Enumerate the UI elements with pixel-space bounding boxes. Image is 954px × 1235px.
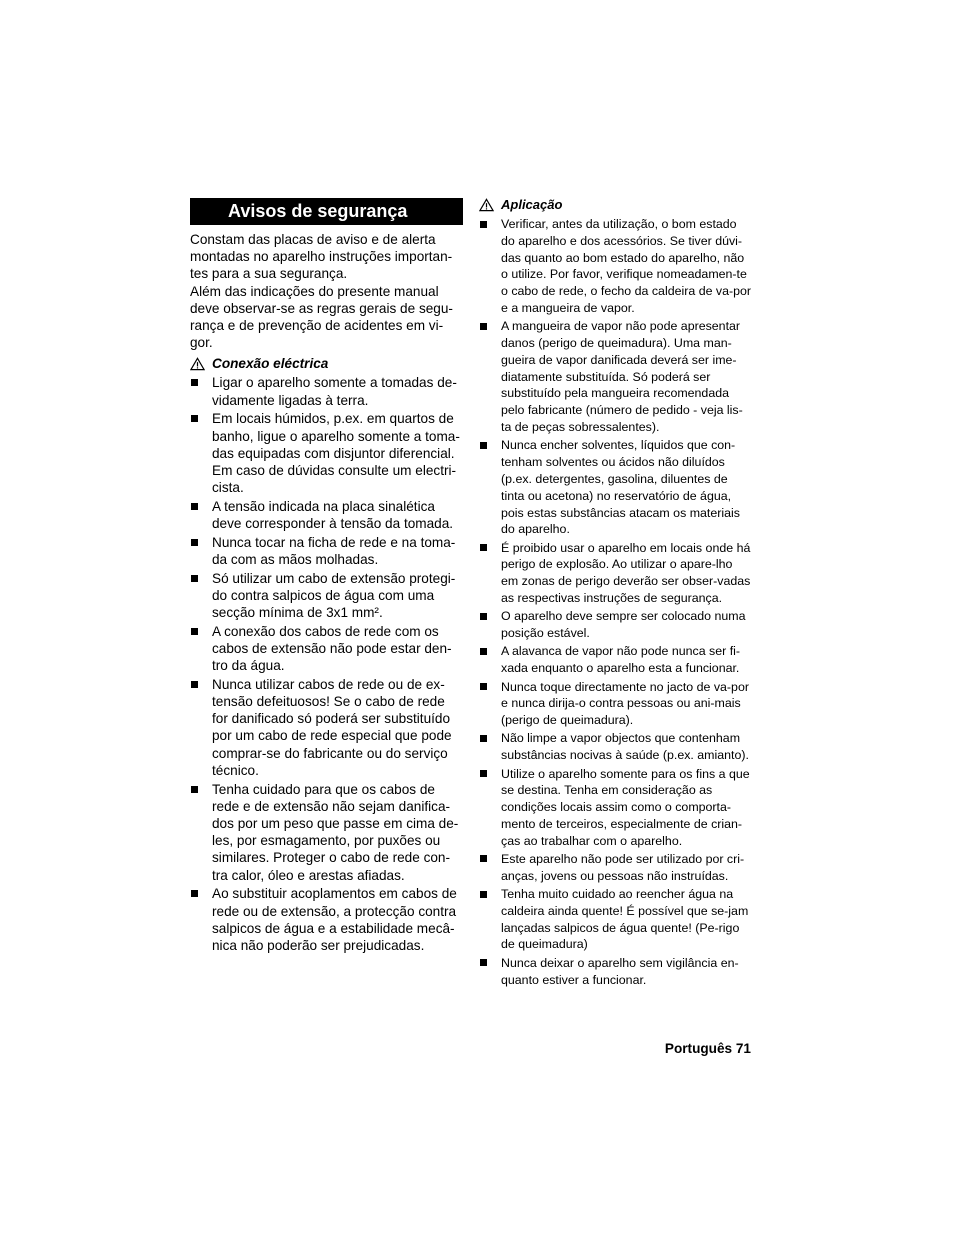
intro-text xyxy=(190,231,463,351)
left-column xyxy=(190,196,463,956)
square-bullet-icon xyxy=(480,613,487,620)
list-item xyxy=(190,885,463,954)
square-bullet-icon xyxy=(191,539,198,546)
list-item-text: Tenha muito cuidado ao reencher água na caldeira ainda quente! É possível que se-jam lançadas salpicos de água quente! (Pe-rigo de queimadura) xyxy=(501,887,749,952)
square-bullet-icon xyxy=(191,379,198,386)
list-item-text: Ao substituir acoplamentos em cabos de rede ou de extensão, a protecção contra salpicos de água e a estabilidade mecâ-nica não poderão ser prejudicadas. xyxy=(212,886,457,953)
list-item-text: Este aparelho não pode ser utilizado por cri-anças, jovens ou pessoas não instruídas. xyxy=(501,851,745,883)
square-bullet-icon xyxy=(191,575,198,582)
list-item-text: Nunca toque directamente no jacto de va-por e nunca dirija-o contra pessoas ou ani-mais (perigo de queimadura). xyxy=(501,679,749,728)
square-bullet-icon xyxy=(480,959,487,966)
warning-triangle-icon xyxy=(479,198,494,212)
list-item xyxy=(479,679,752,729)
square-bullet-icon xyxy=(480,648,487,655)
list-item-text: Ligar o aparelho somente a tomadas de-vidamente ligadas à terra. xyxy=(212,375,457,408)
square-bullet-icon xyxy=(480,891,487,898)
list-item-text: Tenha cuidado para que os cabos de rede e de extensão não sejam danifica-dos por um peso que passe em cima de-les, por esmagamento, por puxões ou similares. Proteger o cabo de rede con-tra calor, óleo e arestas afiadas. xyxy=(212,781,459,883)
subheading-label: Aplicação xyxy=(501,197,563,212)
square-bullet-icon xyxy=(480,770,487,777)
list-item xyxy=(479,216,752,317)
list-item-text: Nunca deixar o aparelho sem vigilância en-quanto estiver a funcionar. xyxy=(501,955,739,987)
square-bullet-icon xyxy=(480,323,487,330)
list-item-text: Nunca encher solventes, líquidos que con-tenham solventes ou ácidos não diluídos (p.ex. detergentes, gasolina, diluentes de tinta ou acetona) no reservatório de água, pois estas substâncias atacam os materiais do aparelho. xyxy=(501,438,740,537)
list-item-text: Nunca utilizar cabos de rede ou de ex-tensão defeituosos! Se o cabo de rede for danificado só poderá ser substituído por um cabo de rede especial que pode comprar-se do fabricante ou do serviço técnico. xyxy=(212,676,452,778)
page-footer: Português 71 xyxy=(664,1041,751,1056)
list-item xyxy=(479,886,752,953)
square-bullet-icon xyxy=(191,786,198,793)
list-item xyxy=(190,781,463,884)
list-item xyxy=(479,318,752,436)
list-item xyxy=(479,851,752,885)
list-item xyxy=(479,955,752,989)
application-safety-list xyxy=(479,216,752,988)
square-bullet-icon xyxy=(191,890,198,897)
list-item xyxy=(190,534,463,568)
square-bullet-icon xyxy=(480,221,487,228)
list-item xyxy=(479,608,752,642)
warning-triangle-icon xyxy=(190,357,205,371)
list-item xyxy=(479,730,752,764)
section-title-bar: Avisos de segurança xyxy=(190,198,463,225)
list-item-text: Não limpe a vapor objectos que contenham substâncias nocivas à saúde (p.ex. amianto). xyxy=(501,731,749,763)
list-item-text: Nunca tocar na ficha de rede e na toma-da com as mãos molhadas. xyxy=(212,534,456,567)
square-bullet-icon xyxy=(480,544,487,551)
list-item-text: A conexão dos cabos de rede com os cabos de extensão não pode estar den-tro da água. xyxy=(212,623,452,674)
intro-paragraph: Constam das placas de aviso e de alerta montadas no aparelho instruções importan-tes para a sua segurança. xyxy=(190,232,453,282)
right-column xyxy=(479,196,752,990)
list-item-text: Só utilizar um cabo de extensão protegi-do contra salpicos de água com uma secção mínima de 3x1 mm². xyxy=(212,570,456,621)
list-item xyxy=(190,374,463,408)
list-item xyxy=(479,437,752,538)
square-bullet-icon xyxy=(480,855,487,862)
square-bullet-icon xyxy=(191,628,198,635)
list-item xyxy=(190,570,463,622)
square-bullet-icon xyxy=(191,681,198,688)
list-item xyxy=(190,676,463,779)
subheading-label: Conexão eléctrica xyxy=(212,356,329,372)
subheading-electrical-connection xyxy=(190,355,463,372)
list-item-text: A alavanca de vapor não pode nunca ser fi-xada enquanto o aparelho esta a funcionar. xyxy=(501,644,741,676)
list-item xyxy=(190,498,463,532)
list-item-text: A mangueira de vapor não pode apresentar danos (perigo de queimadura). Uma man-gueira de vapor danificada deverá ser ime-diatamente substituída. Só poderá ser substituído pela mangueira recomendada pelo fabricante (número de pedido - veja lis-ta de peças sobressalentes). xyxy=(501,319,743,435)
list-item xyxy=(479,540,752,607)
list-item-text: A tensão indicada na placa sinalética deve corresponder à tensão da tomada. xyxy=(212,498,454,532)
list-item xyxy=(190,410,463,496)
square-bullet-icon xyxy=(191,503,198,510)
list-item xyxy=(479,766,752,850)
list-item xyxy=(190,623,463,675)
intro-paragraph: Além das indicações do presente manual deve observar-se as regras gerais de segu-rança e de prevenção de acidentes em vi-gor. xyxy=(190,283,453,351)
square-bullet-icon xyxy=(191,415,198,422)
square-bullet-icon xyxy=(480,683,487,690)
subheading-application xyxy=(479,196,752,213)
list-item-text: Verificar, antes da utilização, o bom estado do aparelho e dos acessórios. Se tiver dúvi-das quanto ao bom estado do aparelho, não o utilize. Por favor, verifique nomeadamen-te o cabo de rede, o fecho da caldeira de va-por e a mangueira de vapor. xyxy=(501,217,752,315)
square-bullet-icon xyxy=(480,735,487,742)
square-bullet-icon xyxy=(480,442,487,449)
list-item-text: É proibido usar o aparelho em locais onde há perigo de explosão. Ao utilizar o apare-lho em zonas de perigo deverão ser obser-vadas as respectivas instruções de segurança. xyxy=(501,540,751,606)
list-item xyxy=(479,643,752,677)
list-item-text: Utilize o aparelho somente para os fins a que se destina. Tenha em consideração as condições locais assim como o comporta-mento de terceiros, especialmente de crian-ças ao trabalhar com o aparelho. xyxy=(501,766,750,848)
electrical-safety-list xyxy=(190,374,463,954)
list-item-text: Em locais húmidos, p.ex. em quartos de banho, ligue o aparelho somente a toma-das equipadas com disjuntor diferencial. Em caso de dúvidas consulte um electri-cista. xyxy=(212,411,460,496)
list-item-text: O aparelho deve sempre ser colocado numa posição estável. xyxy=(501,609,746,641)
